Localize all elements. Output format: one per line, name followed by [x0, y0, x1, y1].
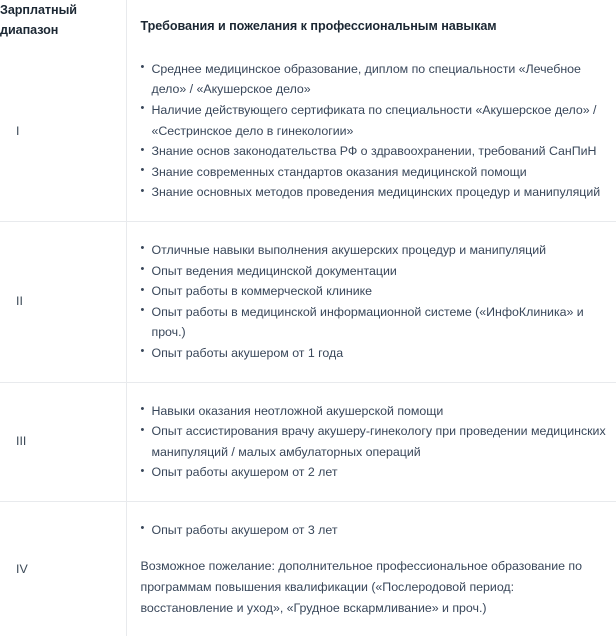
table-header-row	[0, 0, 616, 41]
table-header	[0, 0, 616, 41]
requirements-note: Возможное пожелание: дополнительное профессиональное образование по программам повышения квалификации («Послеродовой период: восстановление и уход», «Грудное вскармливание» и проч.)	[140, 559, 582, 615]
list-item: • Знание современных стандартов оказания медицинской помощи	[141, 162, 611, 183]
list-item: • Опыт работы акушером от 2 лет	[141, 462, 611, 483]
salary-range-value: IV	[0, 501, 126, 636]
list-item: • Опыт ассистирования врачу акушеру-гинекологу при проведении медицинских манипуляций / малых амбулаторных операций	[141, 421, 611, 462]
requirements-list	[141, 520, 611, 541]
list-item: • Знание основ законодательства РФ о здравоохранении, требований СанПиН	[141, 141, 611, 162]
list-item: • Отличные навыки выполнения акушерских процедур и манипуляций	[141, 240, 611, 261]
list-item: • Опыт ведения медицинской документации	[141, 261, 611, 282]
column-header-requirements: Требования и пожелания к профессиональным навыкам	[140, 19, 497, 34]
list-item: • Знание основных методов проведения медицинских процедур и манипуляций	[141, 182, 611, 203]
list-item: • Навыки оказания неотложной акушерской помощи	[141, 401, 611, 422]
requirements-cell	[126, 221, 616, 382]
table-body	[0, 41, 616, 636]
requirements-cell	[126, 41, 616, 222]
table-row	[0, 221, 616, 382]
list-item: • Опыт работы в коммерческой клинике	[141, 281, 611, 302]
salary-range-value: III	[0, 382, 126, 501]
table-row	[0, 382, 616, 501]
list-item: • Среднее медицинское образование, диплом по специальности «Лечебное дело» / «Акушерское дело»	[141, 59, 611, 100]
requirements-list	[141, 59, 611, 203]
list-item: • Опыт работы акушером от 3 лет	[141, 520, 611, 541]
requirements-list	[141, 240, 611, 364]
salary-range-value: II	[0, 221, 126, 382]
list-item: • Опыт работы акушером от 1 года	[141, 343, 611, 364]
requirements-list	[141, 401, 611, 483]
list-item: • Опыт работы в медицинской информационной системе («ИнфоКлиника» и проч.)	[141, 302, 611, 343]
table-row	[0, 501, 616, 636]
salary-range-value: I	[0, 41, 126, 222]
table-row	[0, 41, 616, 222]
requirements-cell	[126, 501, 616, 636]
requirements-cell	[126, 382, 616, 501]
list-item: • Наличие действующего сертификата по специальности «Акушерское дело» / «Сестринское дело в гинекологии»	[141, 100, 611, 141]
column-header-salary-range: Зарплатный диапазон	[0, 0, 126, 41]
